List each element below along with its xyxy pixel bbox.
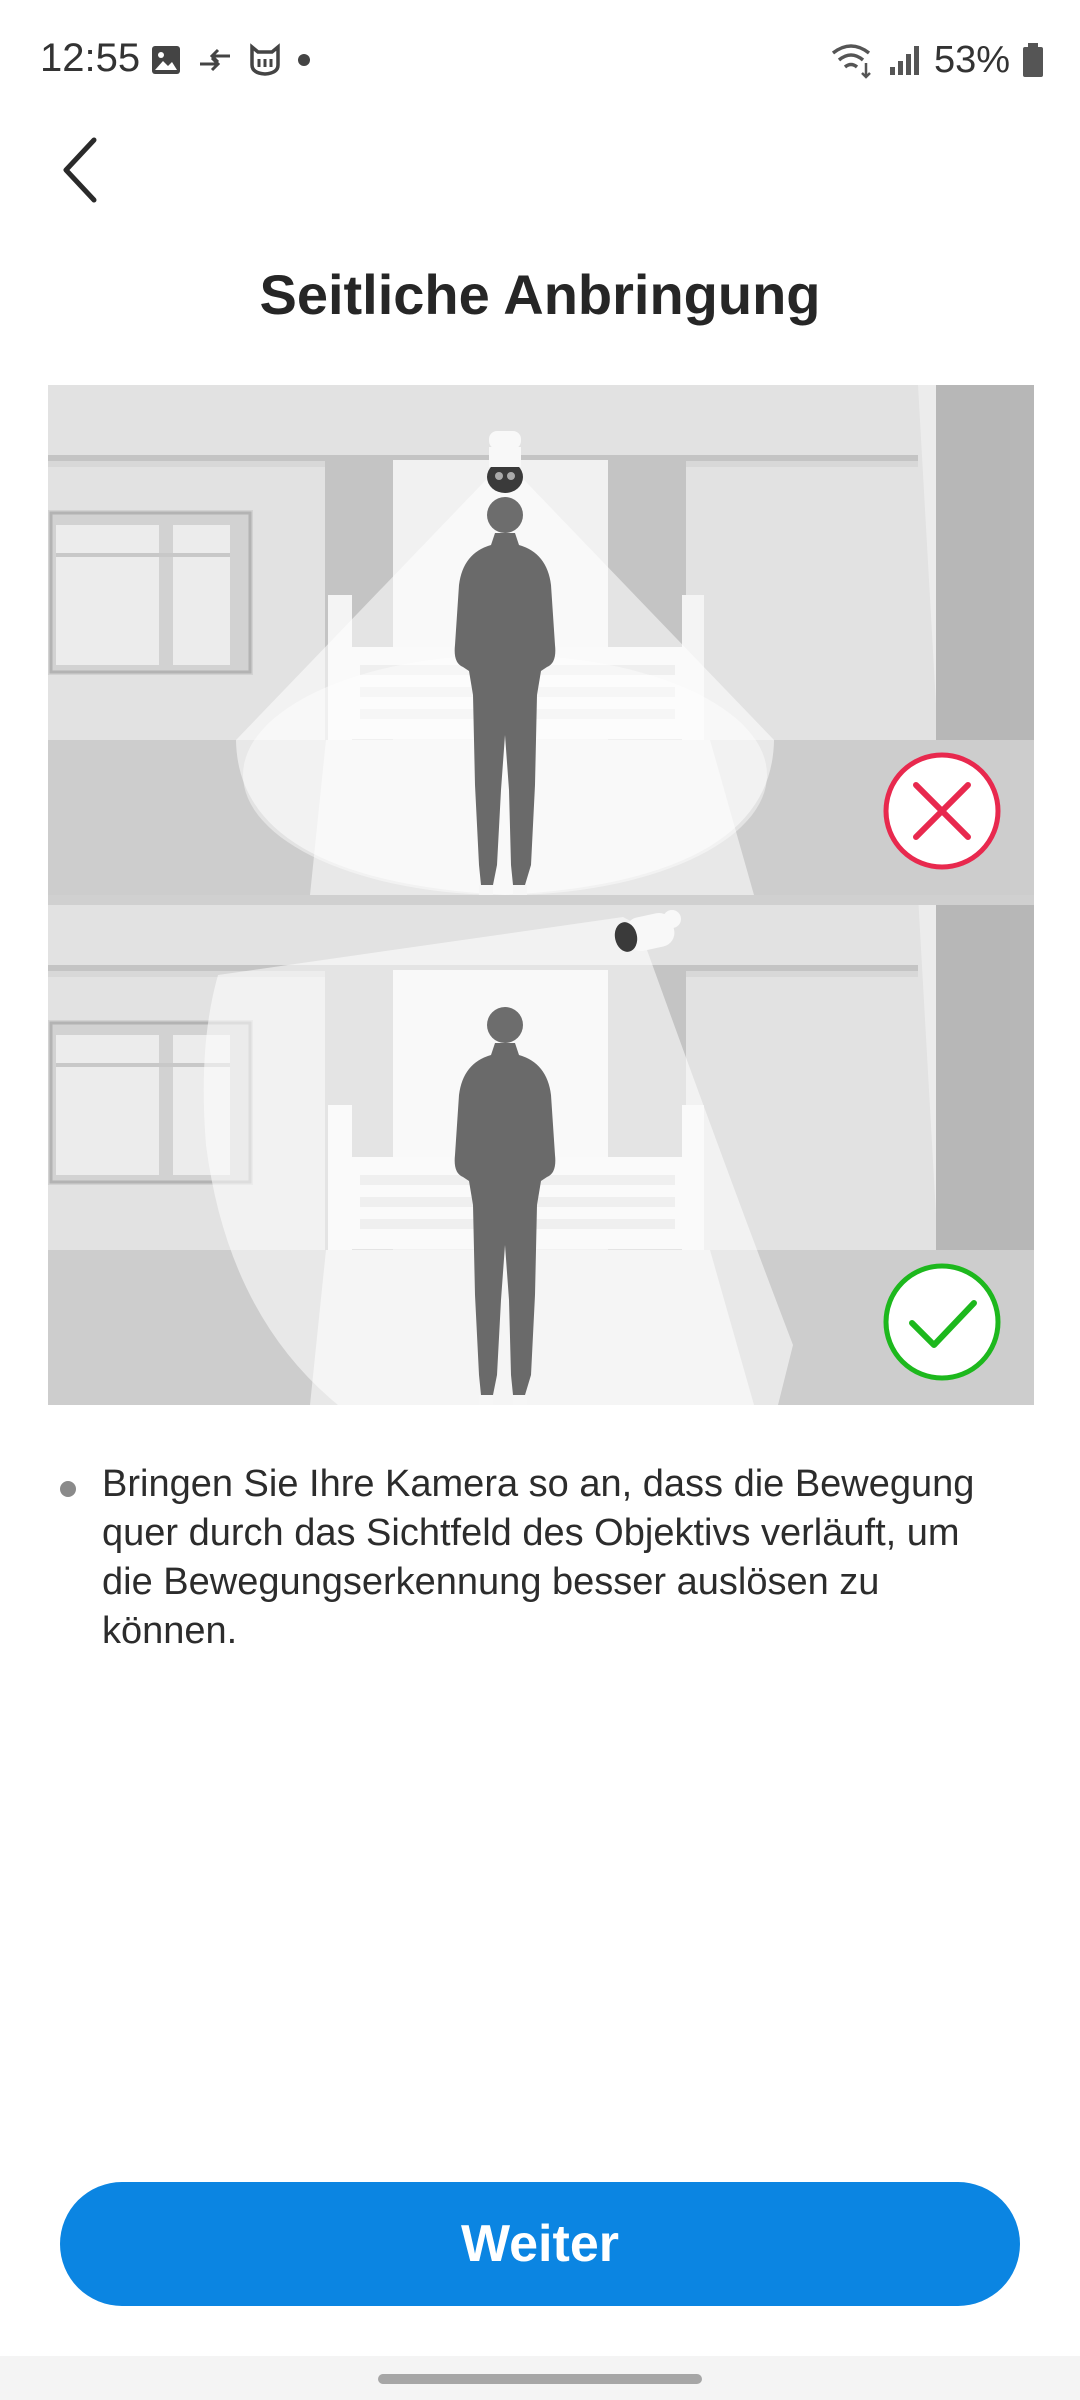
dot-icon bbox=[296, 52, 312, 68]
data-transfer-icon bbox=[196, 44, 234, 76]
instructions-list bbox=[60, 1460, 1020, 1656]
check-icon bbox=[886, 1266, 998, 1378]
status-time: 12:55 bbox=[40, 36, 141, 80]
battery-percentage: 53% bbox=[933, 38, 1010, 81]
battery-icon bbox=[1022, 42, 1044, 78]
status-bar bbox=[0, 0, 1080, 120]
panel-correct-mount bbox=[48, 895, 1034, 1405]
home-indicator[interactable] bbox=[378, 2374, 702, 2384]
mi-home-icon bbox=[248, 43, 282, 77]
signal-icon bbox=[888, 43, 922, 77]
list-item bbox=[60, 1460, 1020, 1656]
instruction-text: Bringen Sie Ihre Kamera so an, dass die Bewegung quer durch das Sichtfeld des Objektivs verläuft, um die Bewegungserkennung besser auslösen zu können. bbox=[102, 1463, 975, 1652]
wifi-icon bbox=[830, 41, 876, 79]
navigation-bar bbox=[0, 2356, 1080, 2400]
page-title: Seitliche Anbringung bbox=[259, 263, 821, 326]
camera-top bbox=[487, 431, 523, 493]
back-button[interactable] bbox=[44, 130, 116, 210]
panel-wrong-mount bbox=[48, 385, 1034, 895]
image-icon bbox=[150, 44, 182, 76]
system-icons bbox=[830, 38, 1044, 82]
chevron-left-icon bbox=[56, 134, 104, 206]
continue-button[interactable]: Weiter bbox=[60, 2182, 1020, 2306]
bullet-dot-icon bbox=[60, 1481, 76, 1497]
mounting-illustration bbox=[48, 385, 1034, 1405]
cross-icon bbox=[886, 755, 998, 867]
notification-icons bbox=[150, 40, 312, 80]
